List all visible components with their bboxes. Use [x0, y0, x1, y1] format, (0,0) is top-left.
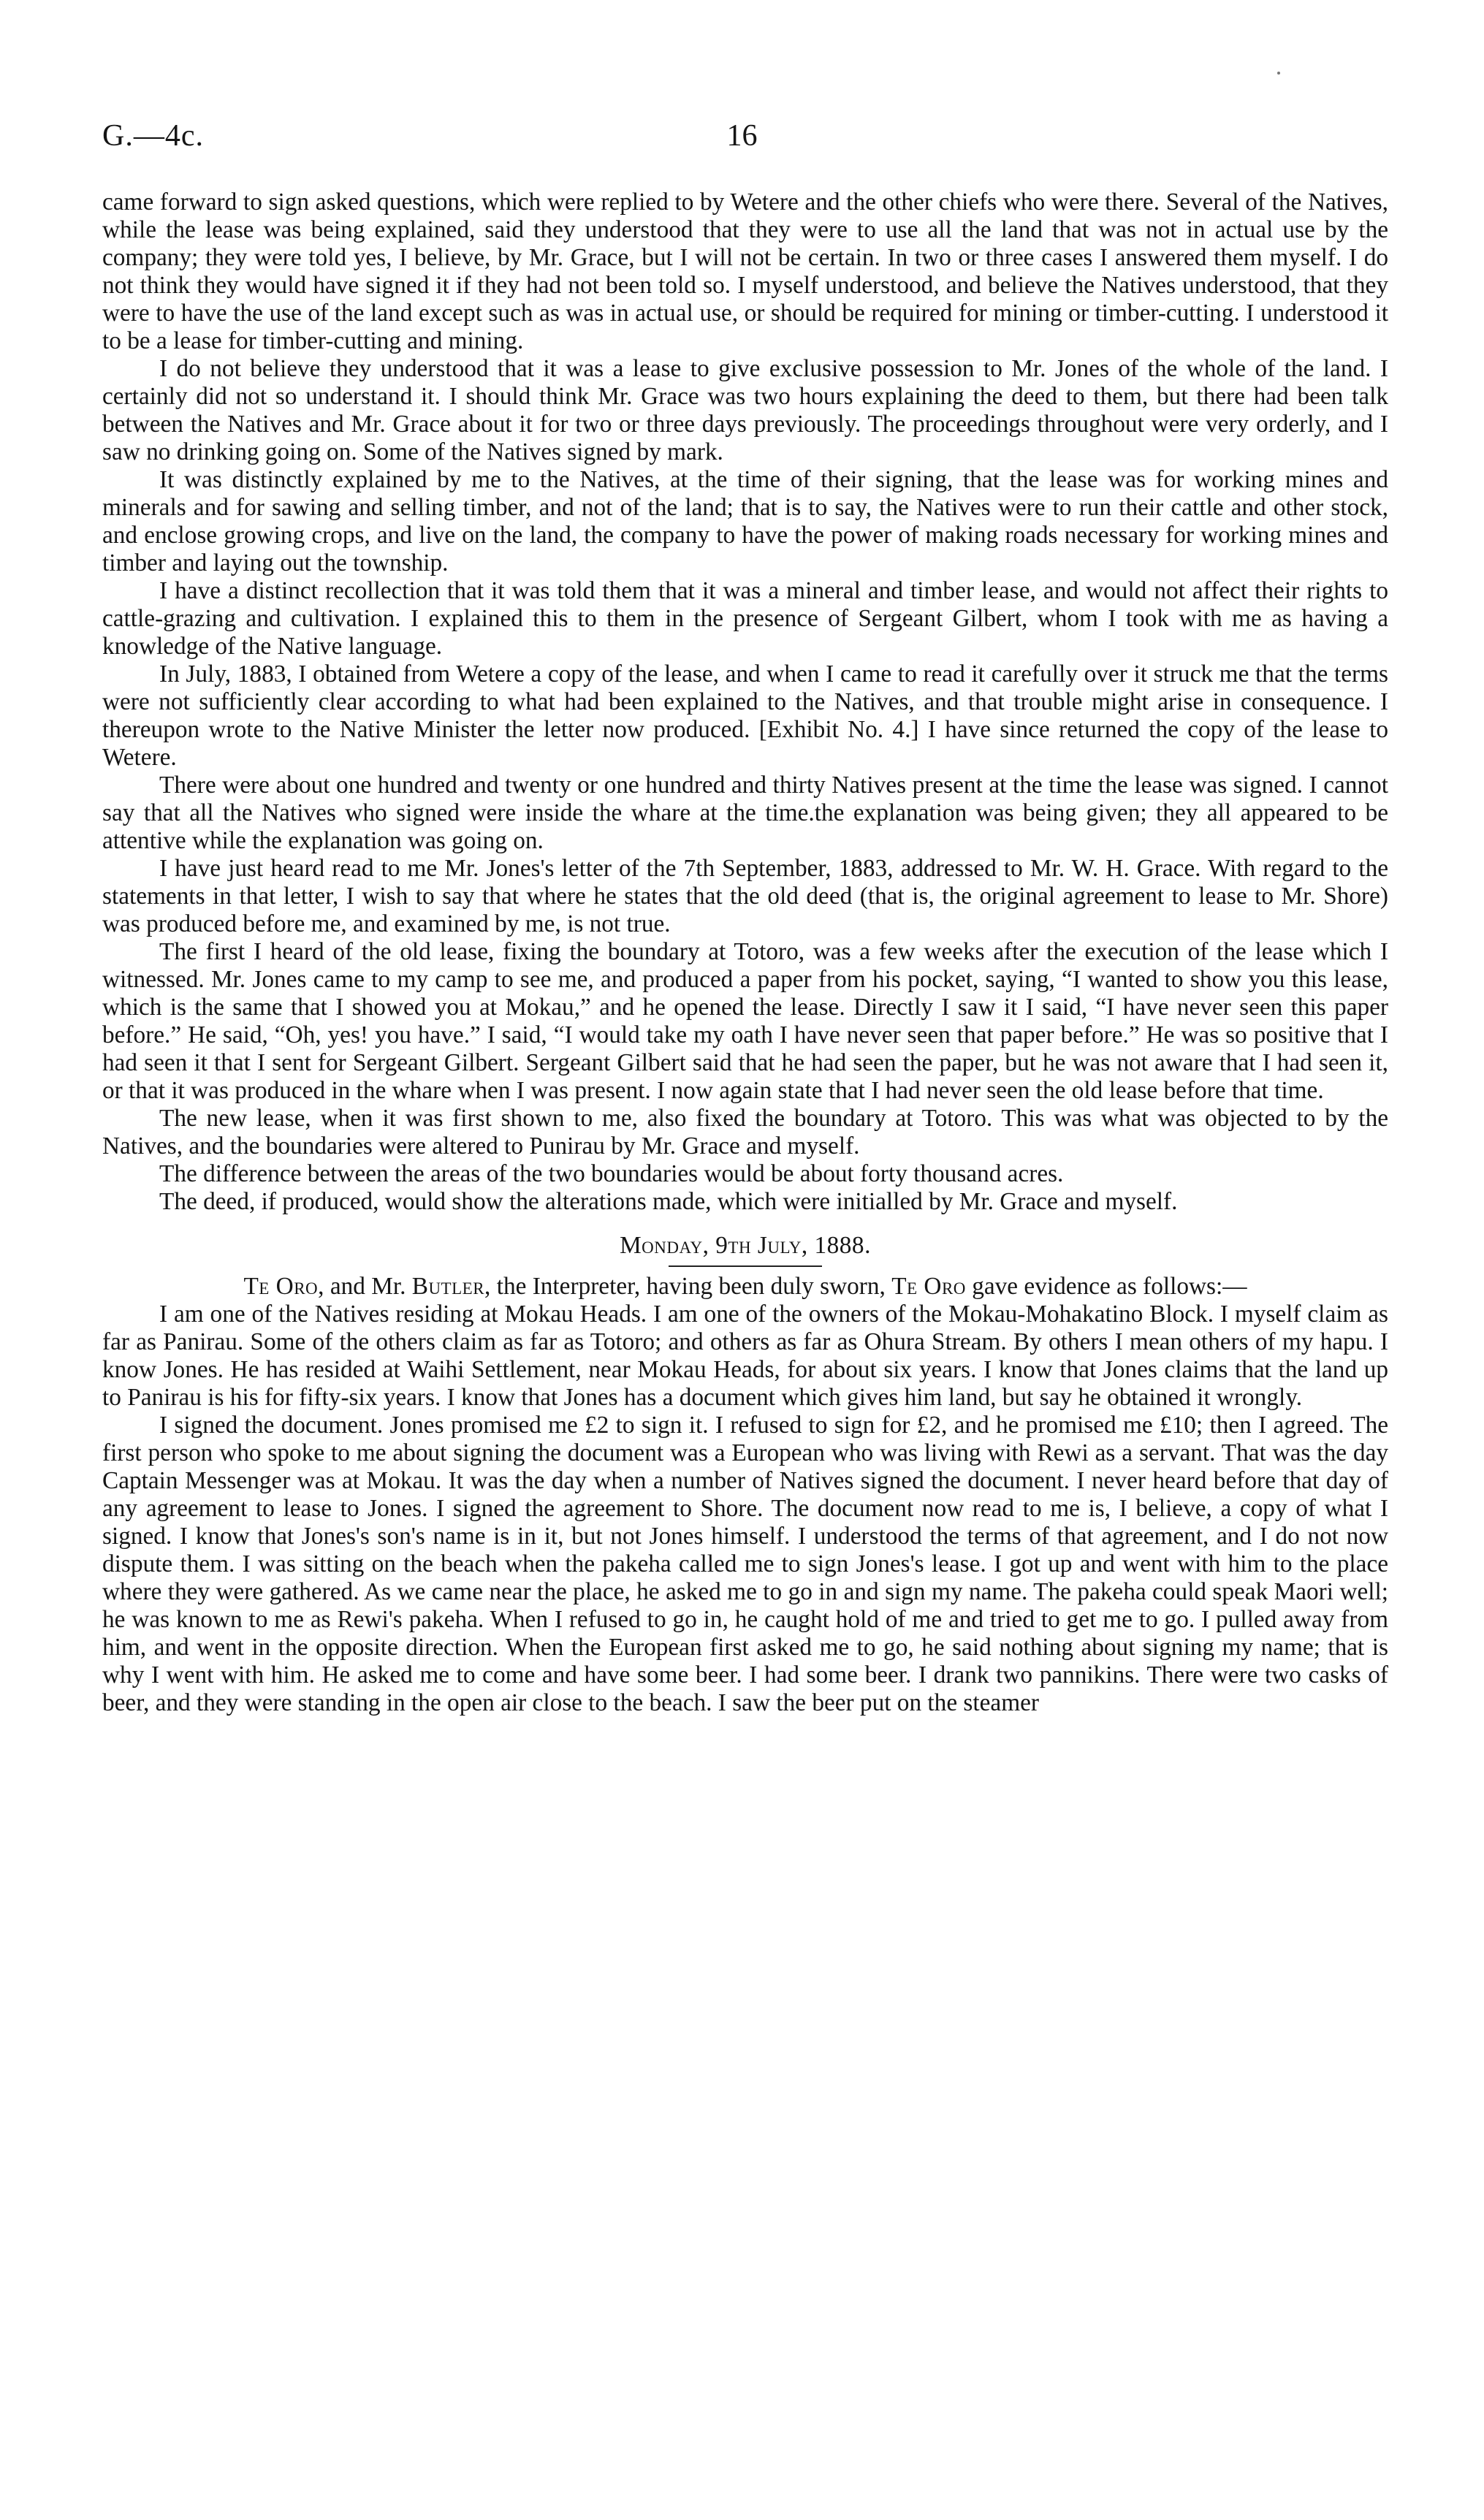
paragraph: I signed the document. Jones promised me £2 to sign it. I refused to sign for £2, and he promised me £10; then I agreed. The first person who spoke to me about signing the document was a European who was living with Rewi as a servant. That was the day Captain Messenger was at Mokau. It was the day when a number of Natives signed the document. I never heard before that day of any agreement to lease to Jones. I signed the agreement to Shore. The document now read to me is, I believe, a copy of what I signed. I know that Jones's son's name is in it, but not Jones himself. I understood the terms of that agreement, and I do not now dispute them. I was sitting on the beach when the pakeha called me to sign Jones's lease. I got up and went with him to the place where they were gathered. As we came near the place, he asked me to go in and sign my name. The pakeha could speak Maori well; he was known to me as Rewi's pakeha. When I refused to go in, he caught hold of me and tried to get me to go. I pulled away from him, and went in the opposite direction. When the European first asked me to go, he said nothing about signing my name; that is why I went with him. He asked me to come and have some beer. I had some beer. I drank two pannikins. There were two casks of beer, and they were standing in the open air close to the beach. I saw the beer put on the steamer: [102, 1412, 1388, 1716]
paragraph: There were about one hundred and twenty or one hundred and thirty Natives present at the time the lease was signed. I cannot say that all the Natives who signed were inside the whare at the time.the explanation was being given; they all appeared to be attentive while the explanation was going on.: [102, 772, 1388, 854]
witness-name: Te Oro: [243, 1273, 319, 1300]
paragraph: It was distinctly explained by me to the Natives, at the time of their signing, that the lease was for working mines and minerals and for sawing and selling timber, and not of the land; that is to say, the Natives were to run their cattle and other stock, and enclose growing crops, and live on the land, the company to have the power of making roads necessary for working mines and timber and laying out the township.: [102, 466, 1388, 576]
body-text: [102, 189, 1388, 1717]
paragraph: The first I heard of the old lease, fixing the boundary at Totoro, was a few weeks after the execution of the lease which I witnessed. Mr. Jones came to my camp to see me, and produced a paper from his pocket, saying, “I wanted to show you this lease, which is the same that I showed you at Mokau,” and he opened the lease. Directly I saw it I said, “I have never seen this paper before.” He said, “Oh, yes! you have.” I said, “I would take my oath I have never seen that paper before.” He was so positive that I had seen it that I sent for Sergeant Gilbert. Sergeant Gilbert said that he had seen the paper, but he was not aware that I had seen it, or that it was produced in the whare when I was present. I now again state that I had never seen the old lease before that time.: [102, 938, 1388, 1104]
section-divider: [669, 1265, 822, 1267]
swearing-text: , the Interpreter, having been duly sworn,: [484, 1273, 892, 1300]
paragraph: came forward to sign asked questions, which were replied to by Wetere and the other chiefs who were there. Several of the Natives, while the lease was being explained, said they understood that they were to use all the land that was not in actual use by the company; they were told yes, I believe, by Mr. Grace, but I will not be certain. In two or three cases I answered them myself. I do not think they would have signed it if they had not been told so. I myself understood, and believe the Natives understood, that they were to have the use of the land except such as was in actual use, or should be required for mining or timber-cutting. I understood it to be a lease for timber-cutting and mining.: [102, 189, 1388, 354]
swearing-text: , and Mr.: [318, 1273, 412, 1300]
swearing-in-paragraph: [102, 1273, 1388, 1301]
page-number: 16: [726, 119, 758, 153]
paragraph: I am one of the Natives residing at Mokau Heads. I am one of the owners of the Mokau-Mohakatino Block. I myself claim as far as Panirau. Some of the others claim as far as Totoro; and others as far as Ohura Stream. By others I mean others of my hapu. I know Jones. He has resided at Waihi Settlement, near Mokau Heads, for about six years. I know that Jones claims that the land up to Panirau is his for fifty-six years. I know that Jones has a document which gives him land, but say he obtained it wrongly.: [102, 1301, 1388, 1411]
paragraph: I have a distinct recollection that it was told them that it was a mineral and timber lease, and would not affect their rights to cattle-grazing and cultivation. I explained this to them in the presence of Sergeant Gilbert, whom I took with me as having a knowledge of the Native language.: [102, 577, 1388, 660]
interpreter-name: Butler: [411, 1273, 485, 1300]
paragraph: The new lease, when it was first shown to me, also fixed the boundary at Totoro. This was what was objected to by the Natives, and the boundaries were altered to Punirau by Mr. Grace and myself.: [102, 1105, 1388, 1160]
document-reference: G.—4c.: [102, 119, 204, 153]
paragraph: The difference between the areas of the two boundaries would be about forty thousand acres.: [159, 1160, 1064, 1187]
paragraph: In July, 1883, I obtained from Wetere a copy of the lease, and when I came to read it carefully over it struck me that the terms were not sufficiently clear according to what had been explained to the Natives, and that trouble might arise in consequence. I thereupon wrote to the Native Minister the letter now produced. [Exhibit No. 4.] I have since returned the copy of the lease to Wetere.: [102, 661, 1388, 771]
scan-speck: [1277, 72, 1280, 75]
paragraph: I do not believe they understood that it was a lease to give exclusive possession to Mr. Jones of the whole of the land. I certainly did not so understand it. I should think Mr. Grace was two hours explaining the deed to them, but there had been talk between the Natives and Mr. Grace about it for two or three days previously. The proceedings throughout were very orderly, and I saw no drinking going on. Some of the Natives signed by mark.: [102, 355, 1388, 465]
date-heading: Monday, 9th July, 1888.: [620, 1232, 871, 1259]
paragraph: The deed, if produced, would show the alterations made, which were initialled by Mr. Grace and myself.: [159, 1188, 1178, 1215]
paragraph: I have just heard read to me Mr. Jones's letter of the 7th September, 1883, addressed to Mr. W. H. Grace. With regard to the statements in that letter, I wish to say that where he states that the old deed (that is, the original agreement to lease to Mr. Shore) was produced before me, and examined by me, is not true.: [102, 855, 1388, 937]
swearing-text: gave evidence as follows:—: [965, 1273, 1247, 1300]
witness-name: Te Oro: [891, 1273, 966, 1300]
